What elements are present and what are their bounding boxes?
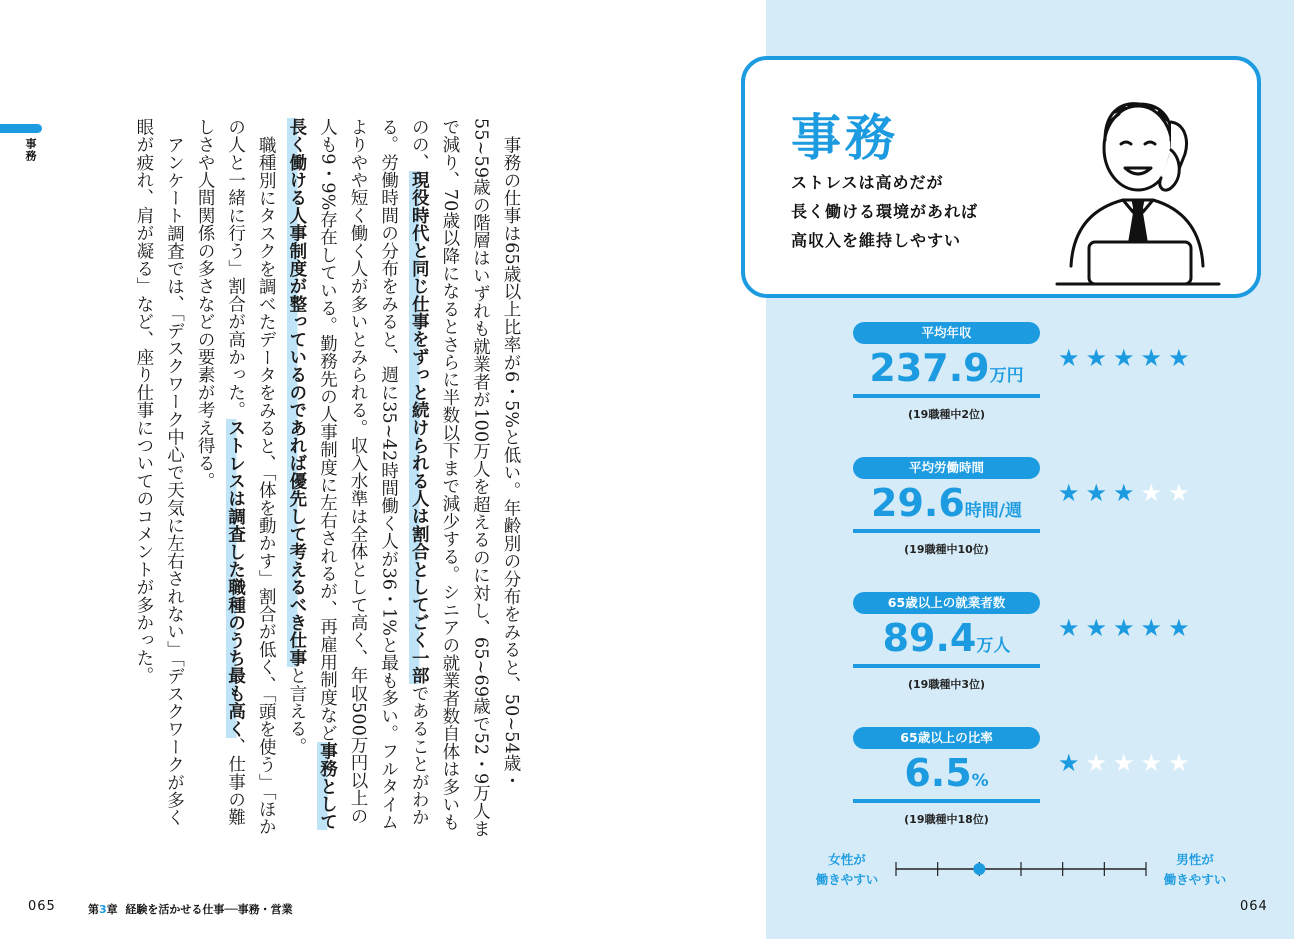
star-filled-icon: ★ <box>1085 614 1114 642</box>
highlight-2: 事務として長く働ける人事制度が整っているのであれば優先して考えるべき仕事 <box>286 118 338 831</box>
star-filled-icon: ★ <box>1113 479 1141 507</box>
stat-rank: (19職種中10位) <box>904 543 989 556</box>
highlight-3: ストレスは調査した職種のうち最も高く <box>225 418 246 738</box>
star-rating <box>1058 749 1196 777</box>
paragraph-1: 事務の仕事は65歳以上比率が6・5%と低い。年齢別の分布をみると、50~54歳・55~59歳の階層はいずれも就業者が100万人を超えるのに対し、65~69歳で52・9万人まで減り、70歳以降になるとさらに半数以下まで減少する。シニアの就業者数自体は多いものの、現役時代と同じ仕事をずっと続けられる人は割合としてごく一部であることがわかる。労働時間の分布をみると、週に35~42時間働く人が36・1%と最も多い。フルタイムよりやや短く働く人が多いとみられる。収入水準は全体として高く、年収500万円以上の人も9・9%存在している。勤務先の人事制度に左右されるが、再雇用制度など事務として長く働ける人事制度が整っているのであれば優先して考えるべき仕事と言える。 <box>286 118 521 838</box>
star-filled-icon: ★ <box>1168 614 1196 642</box>
highlight-1: 現役時代と同じ仕事をずっと続けられる人は割合としてごく一部 <box>409 171 430 685</box>
star-filled-icon: ★ <box>1058 479 1086 507</box>
stat-rank: (19職種中18位) <box>904 813 989 826</box>
stat-unit: 万人 <box>976 636 1011 656</box>
star-rating <box>1058 614 1196 642</box>
stat-value <box>853 481 1040 525</box>
stat-unit: 時間/週 <box>964 501 1022 521</box>
chapter-tab-bar <box>0 124 42 133</box>
stat-label: 65歳以上の就業者数 <box>853 592 1040 614</box>
scale-label-male: 男性が 働きやすい <box>1163 852 1227 887</box>
title-card <box>741 56 1261 298</box>
stat-number: 6.5 <box>904 751 972 795</box>
job-title: 事務 <box>791 109 899 167</box>
paragraph-2: 職種別にタスクを調べたデータをみると、「体を動かす」割合が低く、「頭を使う」「ほかの人と一緒に行う」割合が高かった。ストレスは調査した職種のうち最も高く、仕事の難しさや人間関係の多さなどの要素が考え得る。 <box>195 118 277 835</box>
star-filled-icon: ★ <box>1058 749 1086 777</box>
star-filled-icon: ★ <box>1058 344 1086 372</box>
star-filled-icon: ★ <box>1113 344 1141 372</box>
page-number-left: 065 <box>28 899 56 914</box>
page-number-right: 064 <box>1240 899 1268 914</box>
scale-marker <box>973 863 985 875</box>
star-filled-icon: ★ <box>1168 344 1196 372</box>
stat-underline <box>853 799 1040 803</box>
star-filled-icon: ★ <box>1113 614 1141 642</box>
gender-balance-scale <box>890 856 1152 882</box>
stat-label: 平均年収 <box>853 322 1040 344</box>
stat-rank: (19職種中2位) <box>907 408 986 421</box>
stat-unit: 万円 <box>989 366 1024 386</box>
running-header: 第3章 経験を活かせる仕事──事務・営業 <box>88 903 293 916</box>
stat-underline <box>853 394 1040 398</box>
star-filled-icon: ★ <box>1085 479 1114 507</box>
star-empty-icon: ★ <box>1140 749 1169 777</box>
stat-underline <box>853 529 1040 533</box>
star-rating <box>1058 479 1196 507</box>
star-filled-icon: ★ <box>1085 344 1114 372</box>
stat-label: 65歳以上の比率 <box>853 727 1040 749</box>
office-worker-illustration-icon <box>1053 88 1223 288</box>
paragraph-3: アンケート調査では、「デスクワーク中心で天気に左右されない」「デスクワークが多く眼が疲れ、肩が凝る」など、座り仕事についてのコメントが多かった。 <box>133 118 185 826</box>
star-rating <box>1058 344 1196 372</box>
body-text <box>86 118 526 838</box>
star-empty-icon: ★ <box>1113 749 1141 777</box>
stat-value <box>853 616 1040 660</box>
stat-value <box>853 346 1040 390</box>
tagline: ストレスは高めだが 長く働ける環境があれば 高収入を維持しやすい <box>791 173 979 250</box>
star-filled-icon: ★ <box>1140 614 1169 642</box>
stat-value <box>853 751 1040 795</box>
chapter-tab-label: 事務 <box>24 138 37 162</box>
star-empty-icon: ★ <box>1140 479 1169 507</box>
stat-label: 平均労働時間 <box>853 457 1040 479</box>
stat-number: 29.6 <box>871 481 965 525</box>
stat-rank: (19職種中3位) <box>907 678 986 691</box>
stat-unit: % <box>971 771 989 791</box>
star-empty-icon: ★ <box>1168 479 1196 507</box>
star-filled-icon: ★ <box>1058 614 1086 642</box>
star-filled-icon: ★ <box>1140 344 1169 372</box>
stat-number: 237.9 <box>869 346 990 390</box>
star-empty-icon: ★ <box>1168 749 1196 777</box>
scale-label-female: 女性が 働きやすい <box>815 852 879 887</box>
stat-underline <box>853 664 1040 668</box>
stat-number: 89.4 <box>882 616 977 660</box>
star-empty-icon: ★ <box>1085 749 1114 777</box>
